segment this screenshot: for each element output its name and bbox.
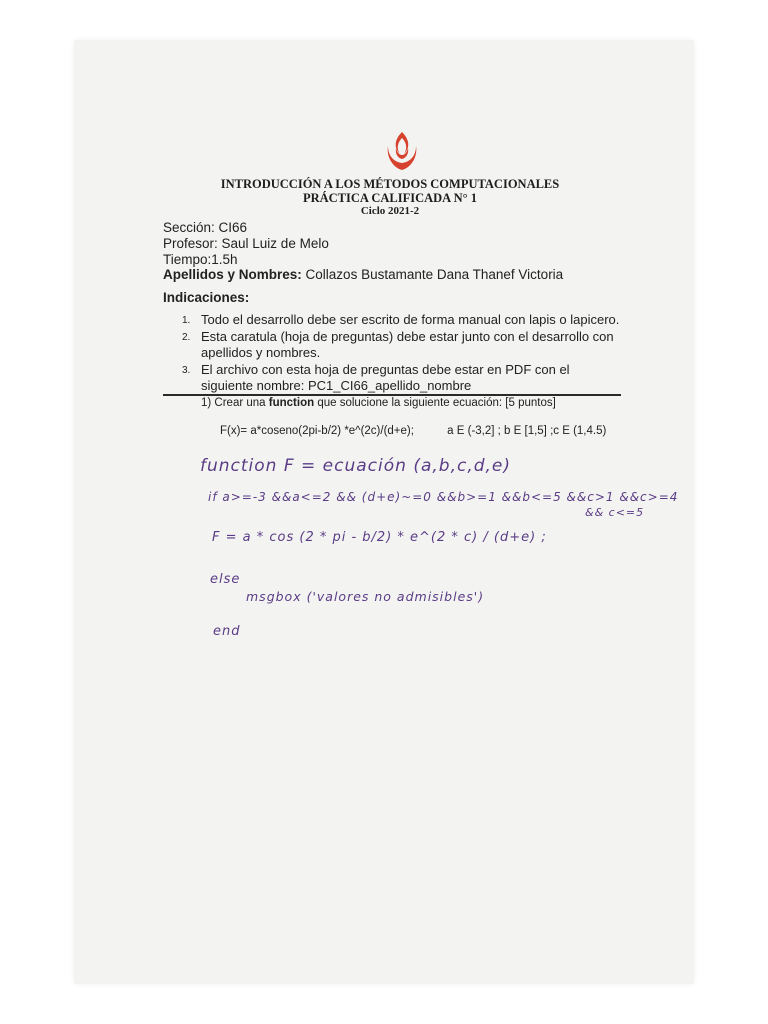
question-prefix: 1) Crear una: [201, 397, 266, 409]
handwritten-else-line: else: [210, 572, 241, 587]
handwritten-formula-line: F = a * cos (2 * pi - b/2) * e^(2 * c) / (d+e) ;: [212, 530, 547, 545]
professor-line: Profesor: Saul Luiz de Melo: [163, 236, 329, 251]
handwritten-msgbox-line: msgbox ('valores no admisibles'): [246, 589, 485, 604]
names-label: Apellidos y Nombres:: [163, 267, 302, 282]
instruction-item: [182, 329, 622, 361]
handwritten-function-line: function F = ecuación (a,b,c,d,e): [200, 456, 512, 476]
handwritten-end-line: end: [213, 624, 241, 639]
university-logo: [382, 130, 422, 174]
instruction-item: [182, 312, 622, 328]
instruction-text: El archivo con esta hoja de preguntas debe estar en PDF con el siguiente nombre: PC1_CI66_apellido_nombre: [201, 362, 570, 393]
equation-text: F(x)= a*coseno(2pi-b/2) *e^(2c)/(d+e);: [220, 425, 414, 437]
handwritten-if-continuation: && c<=5: [585, 506, 645, 519]
question-suffix: que solucione la siguiente ecuación: [5 puntos]: [317, 397, 556, 409]
instruction-text: Esta caratula (hoja de preguntas) debe estar junto con el desarrollo con apellidos y nombres.: [201, 329, 614, 360]
instruction-item: [182, 362, 622, 394]
question-1: [201, 397, 556, 409]
names-value: Collazos Bustamante Dana Thanef Victoria: [305, 267, 564, 282]
instructions-list: [182, 312, 622, 395]
section-line: Sección: CI66: [163, 220, 248, 235]
exam-subtitle: PRÁCTICA CALIFICADA N° 1: [302, 191, 478, 205]
exam-cycle: Ciclo 2021-2: [360, 205, 420, 217]
instruction-number: 3.: [182, 365, 191, 376]
divider-rule: [163, 394, 621, 396]
instruction-text: Todo el desarrollo debe ser escrito de forma manual con lapis o lapicero.: [201, 312, 620, 327]
time-line: Tiempo:1.5h: [163, 252, 238, 267]
instruction-number: 2.: [182, 332, 191, 343]
student-names-line: [163, 267, 563, 282]
instructions-title: Indicaciones:: [163, 290, 250, 305]
equation-domain: a E (-3,2] ; b E [1,5] ;c E (1,4.5): [447, 425, 607, 437]
question-keyword: function: [268, 397, 315, 409]
instruction-number: 1.: [182, 315, 191, 326]
exam-course-title: INTRODUCCIÓN A LOS MÉTODOS COMPUTACIONALES: [220, 177, 560, 191]
equation-line: [220, 425, 606, 437]
handwritten-if-line: if a>=-3 &&a<=2 && (d+e)~=0 &&b>=1 &&b<=5 &&c>1 &&c>=4: [208, 490, 679, 504]
